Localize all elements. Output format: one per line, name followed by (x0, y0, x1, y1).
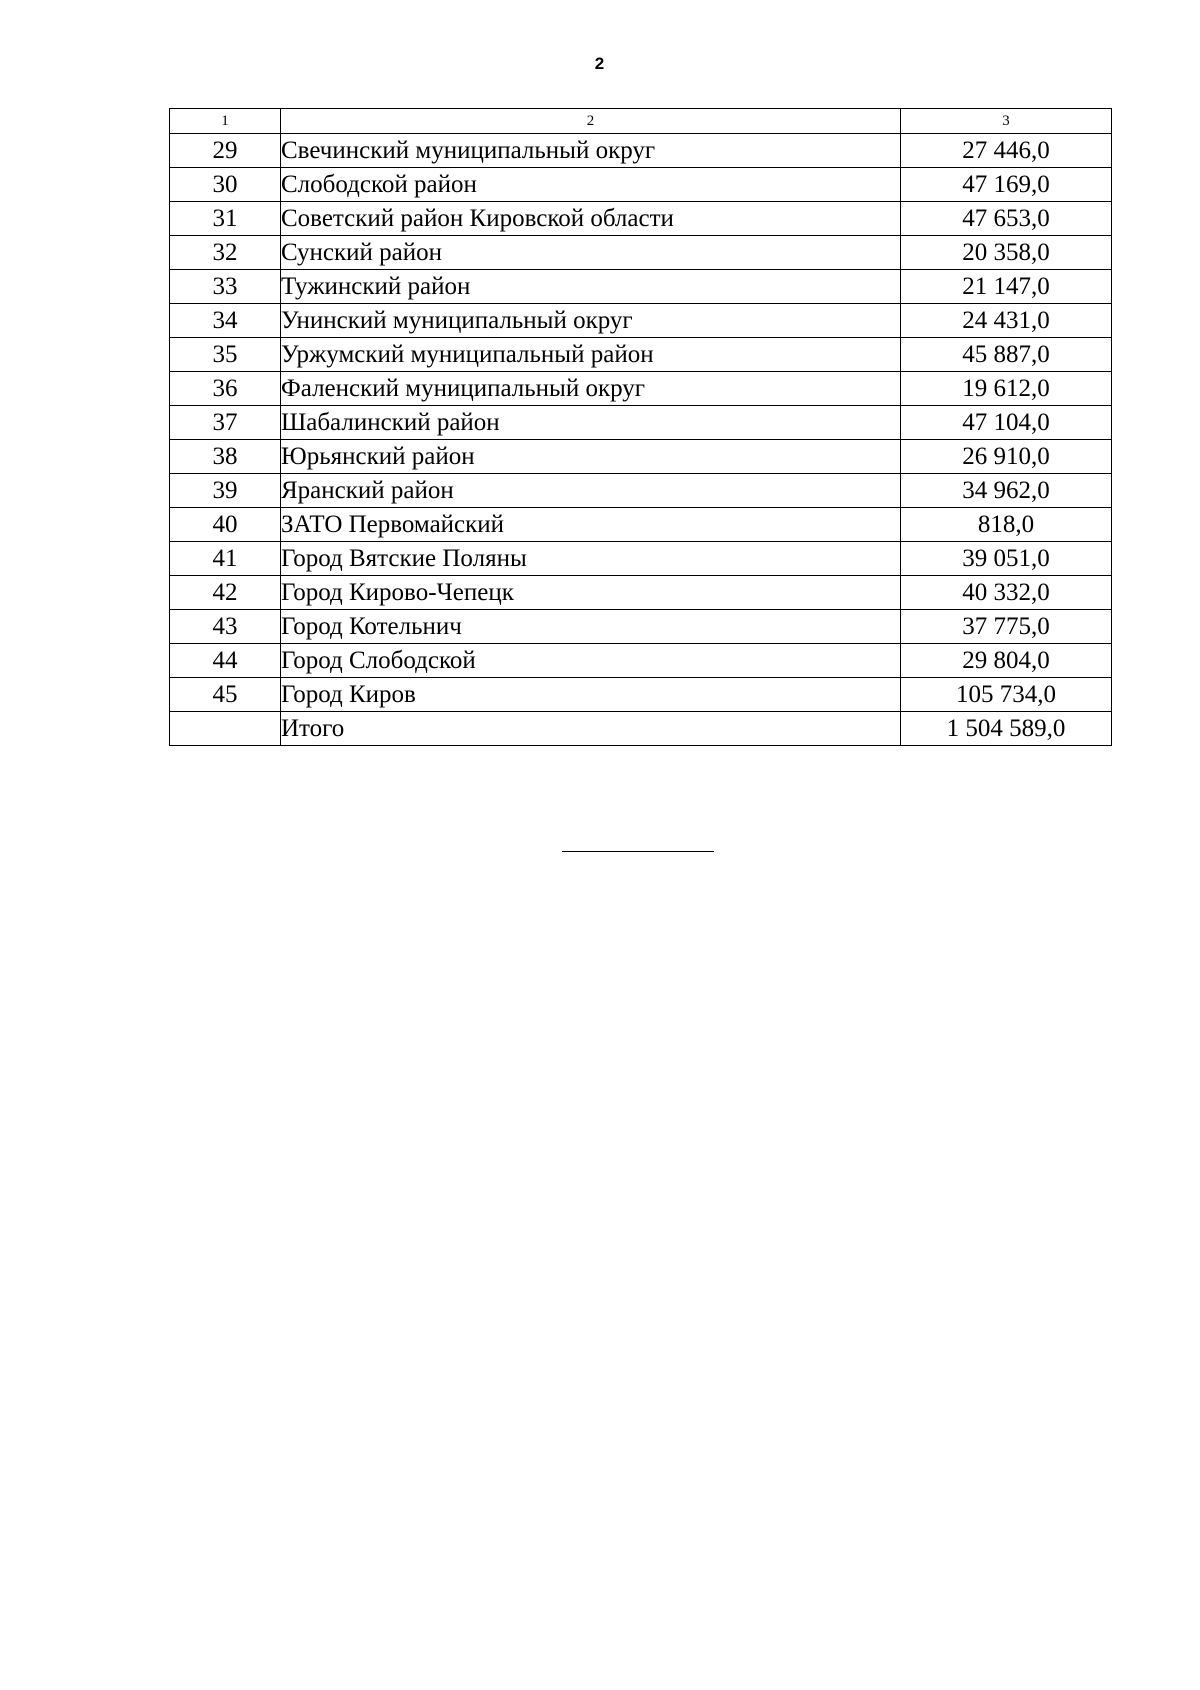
row-number: 41 (170, 542, 281, 576)
table-row (170, 134, 1112, 168)
table-body (170, 134, 1112, 746)
amount-value: 34 962,0 (901, 474, 1112, 508)
table-row (170, 440, 1112, 474)
table-row (170, 270, 1112, 304)
amount-value: 27 446,0 (901, 134, 1112, 168)
amount-value: 47 653,0 (901, 202, 1112, 236)
amount-value: 24 431,0 (901, 304, 1112, 338)
allocation-table-container (169, 108, 1111, 746)
municipality-name: Фаленский муниципальный округ (281, 372, 901, 406)
row-number: 31 (170, 202, 281, 236)
table-row (170, 168, 1112, 202)
municipality-name: Город Котельнич (281, 610, 901, 644)
column-header-2: 2 (281, 109, 901, 134)
table-row (170, 338, 1112, 372)
row-number: 29 (170, 134, 281, 168)
municipality-name: Шабалинский район (281, 406, 901, 440)
amount-value: 37 775,0 (901, 610, 1112, 644)
amount-value: 21 147,0 (901, 270, 1112, 304)
table-row (170, 576, 1112, 610)
table-row (170, 508, 1112, 542)
row-number: 35 (170, 338, 281, 372)
row-number: 42 (170, 576, 281, 610)
row-number: 40 (170, 508, 281, 542)
amount-value: 47 104,0 (901, 406, 1112, 440)
column-header-1: 1 (170, 109, 281, 134)
table-row (170, 372, 1112, 406)
municipality-name: Город Вятские Поляны (281, 542, 901, 576)
table-row (170, 202, 1112, 236)
table-row (170, 406, 1112, 440)
amount-value: 19 612,0 (901, 372, 1112, 406)
row-number: 45 (170, 678, 281, 712)
table-row (170, 474, 1112, 508)
row-number: 33 (170, 270, 281, 304)
row-number: 34 (170, 304, 281, 338)
row-number: 30 (170, 168, 281, 202)
page-number: 2 (594, 54, 606, 73)
table-row (170, 304, 1112, 338)
total-label: Итого (281, 712, 901, 746)
municipality-name: Слободской район (281, 168, 901, 202)
amount-value: 26 910,0 (901, 440, 1112, 474)
row-number: 38 (170, 440, 281, 474)
municipality-name: Унинский муниципальный округ (281, 304, 901, 338)
end-of-document-divider (562, 851, 714, 852)
table-header-row (170, 109, 1112, 134)
column-header-3: 3 (901, 109, 1112, 134)
total-row-number (170, 712, 281, 746)
amount-value: 818,0 (901, 508, 1112, 542)
table-row (170, 610, 1112, 644)
row-number: 32 (170, 236, 281, 270)
municipality-name: Советский район Кировской области (281, 202, 901, 236)
municipality-name: Сунский район (281, 236, 901, 270)
row-number: 36 (170, 372, 281, 406)
row-number: 39 (170, 474, 281, 508)
municipality-name: Яранский район (281, 474, 901, 508)
amount-value: 40 332,0 (901, 576, 1112, 610)
municipality-name: Юрьянский район (281, 440, 901, 474)
municipality-name: Город Кирово-Чепецк (281, 576, 901, 610)
amount-value: 29 804,0 (901, 644, 1112, 678)
municipality-name: Свечинский муниципальный округ (281, 134, 901, 168)
municipality-name: ЗАТО Первомайский (281, 508, 901, 542)
table-row (170, 678, 1112, 712)
total-row (170, 712, 1112, 746)
row-number: 43 (170, 610, 281, 644)
table-row (170, 542, 1112, 576)
municipality-name: Тужинский район (281, 270, 901, 304)
table-row (170, 644, 1112, 678)
municipality-name: Уржумский муниципальный район (281, 338, 901, 372)
row-number: 37 (170, 406, 281, 440)
amount-value: 39 051,0 (901, 542, 1112, 576)
total-value: 1 504 589,0 (901, 712, 1112, 746)
amount-value: 47 169,0 (901, 168, 1112, 202)
municipality-name: Город Киров (281, 678, 901, 712)
amount-value: 105 734,0 (901, 678, 1112, 712)
municipality-name: Город Слободской (281, 644, 901, 678)
amount-value: 20 358,0 (901, 236, 1112, 270)
table-row (170, 236, 1112, 270)
allocation-table (169, 108, 1112, 746)
amount-value: 45 887,0 (901, 338, 1112, 372)
row-number: 44 (170, 644, 281, 678)
